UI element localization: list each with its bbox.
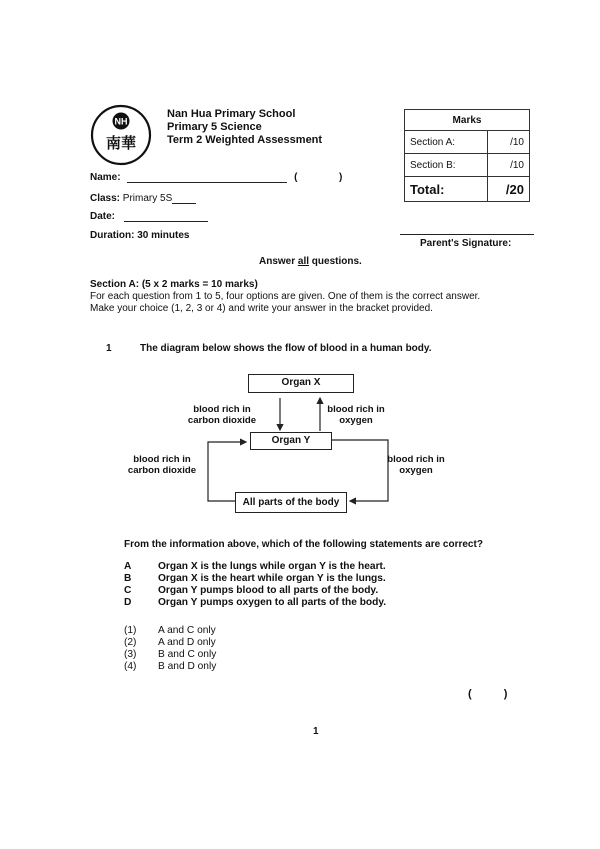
- marks-row-section-a: [405, 131, 530, 154]
- name-bracket-close: ): [339, 172, 343, 183]
- school-name: Nan Hua Primary School: [167, 108, 296, 120]
- parent-signature-label: Parent's Signature:: [420, 238, 512, 249]
- choice-key: (1): [124, 625, 137, 636]
- page-number: 1: [313, 726, 319, 737]
- subject-line: Primary 5 Science: [167, 121, 262, 133]
- label-line: blood rich in: [387, 454, 445, 465]
- date-field: [90, 211, 208, 222]
- question-prompt: From the information above, which of the following statements are correct?: [124, 539, 483, 550]
- statement-text: Organ Y pumps oxygen to all parts of the body.: [158, 597, 387, 608]
- diagram-organ-y: Organ Y: [250, 432, 332, 450]
- name-input-line[interactable]: [127, 172, 287, 183]
- name-field: [90, 172, 342, 183]
- assessment-title: Term 2 Weighted Assessment: [167, 134, 323, 146]
- class-input-line[interactable]: [172, 193, 196, 204]
- choice-key: (3): [124, 649, 137, 660]
- label-top-left: [182, 404, 262, 426]
- marks-title: Marks: [405, 110, 530, 131]
- question-stem: The diagram below shows the flow of blood in a human body.: [140, 343, 432, 354]
- choice-text: B and C only: [158, 649, 217, 660]
- marks-value: /10: [487, 154, 529, 177]
- instruction-post: questions.: [309, 256, 362, 267]
- section-a-heading: Section A: (5 x 2 marks = 10 marks): [90, 279, 258, 290]
- choice-text: A and C only: [158, 625, 216, 636]
- diagram-organ-x: Organ X: [248, 374, 354, 393]
- instruction-underlined: all: [297, 256, 310, 267]
- choice-text: A and D only: [158, 637, 216, 648]
- label-top-right: [318, 404, 394, 426]
- label-bottom-right: [376, 454, 456, 476]
- choice-key: (4): [124, 661, 137, 672]
- class-value: Primary 5S: [122, 193, 173, 204]
- marks-label: Section B:: [405, 154, 488, 177]
- total-value: /20: [487, 177, 529, 202]
- label-line: blood rich in: [327, 404, 385, 415]
- statement-text: Organ X is the lungs while organ Y is the heart.: [158, 561, 386, 572]
- diagram-all-parts-of-body: All parts of the body: [235, 492, 347, 513]
- parent-signature-line[interactable]: [400, 234, 534, 235]
- question-number: 1: [106, 343, 112, 354]
- statement-key: A: [124, 561, 132, 572]
- name-bracket-open: (: [294, 172, 298, 183]
- marks-value: /10: [487, 131, 529, 154]
- blood-flow-diagram: [120, 368, 460, 528]
- label-line: blood rich in: [133, 454, 191, 465]
- statement-list: [124, 561, 424, 611]
- section-a-instruction-2: Make your choice (1, 2, 3 or 4) and write your answer in the bracket provided.: [90, 303, 433, 314]
- class-field: [90, 193, 196, 204]
- label-line: oxygen: [339, 415, 373, 426]
- answer-bracket[interactable]: [468, 688, 507, 700]
- label-line: carbon dioxide: [127, 465, 197, 476]
- statement-key: B: [124, 573, 132, 584]
- marks-table: [404, 109, 530, 202]
- marks-row-total: [405, 177, 530, 202]
- total-label: Total:: [405, 177, 488, 202]
- answer-choices: [124, 625, 324, 675]
- logo-chinese-characters: 南華: [105, 134, 137, 152]
- date-label: Date:: [90, 211, 116, 222]
- label-bottom-left: [122, 454, 202, 476]
- statement-key: C: [124, 585, 132, 596]
- logo-initials: NH: [114, 116, 128, 127]
- choice-key: (2): [124, 637, 137, 648]
- answer-bracket-open: (: [468, 688, 472, 700]
- answer-all-instruction: [259, 256, 362, 267]
- date-input-line[interactable]: [124, 211, 208, 222]
- statement-text: Organ Y pumps blood to all parts of the body.: [158, 585, 379, 596]
- marks-row-section-b: [405, 154, 530, 177]
- choice-text: B and D only: [158, 661, 217, 672]
- section-a-instruction-1: For each question from 1 to 5, four options are given. One of them is the correct answer.: [90, 291, 481, 302]
- marks-label: Section A:: [405, 131, 488, 154]
- instruction-pre: Answer: [259, 256, 298, 267]
- answer-bracket-close: ): [503, 688, 508, 700]
- name-label: Name:: [90, 172, 121, 183]
- statement-key: D: [124, 597, 132, 608]
- school-header: [167, 108, 322, 147]
- label-line: oxygen: [399, 465, 433, 476]
- statement-text: Organ X is the heart while organ Y is the lungs.: [158, 573, 386, 584]
- class-label: Class:: [90, 193, 121, 204]
- label-line: blood rich in: [193, 404, 251, 415]
- label-line: carbon dioxide: [187, 415, 257, 426]
- school-logo: [90, 104, 152, 166]
- duration: Duration: 30 minutes: [90, 230, 190, 241]
